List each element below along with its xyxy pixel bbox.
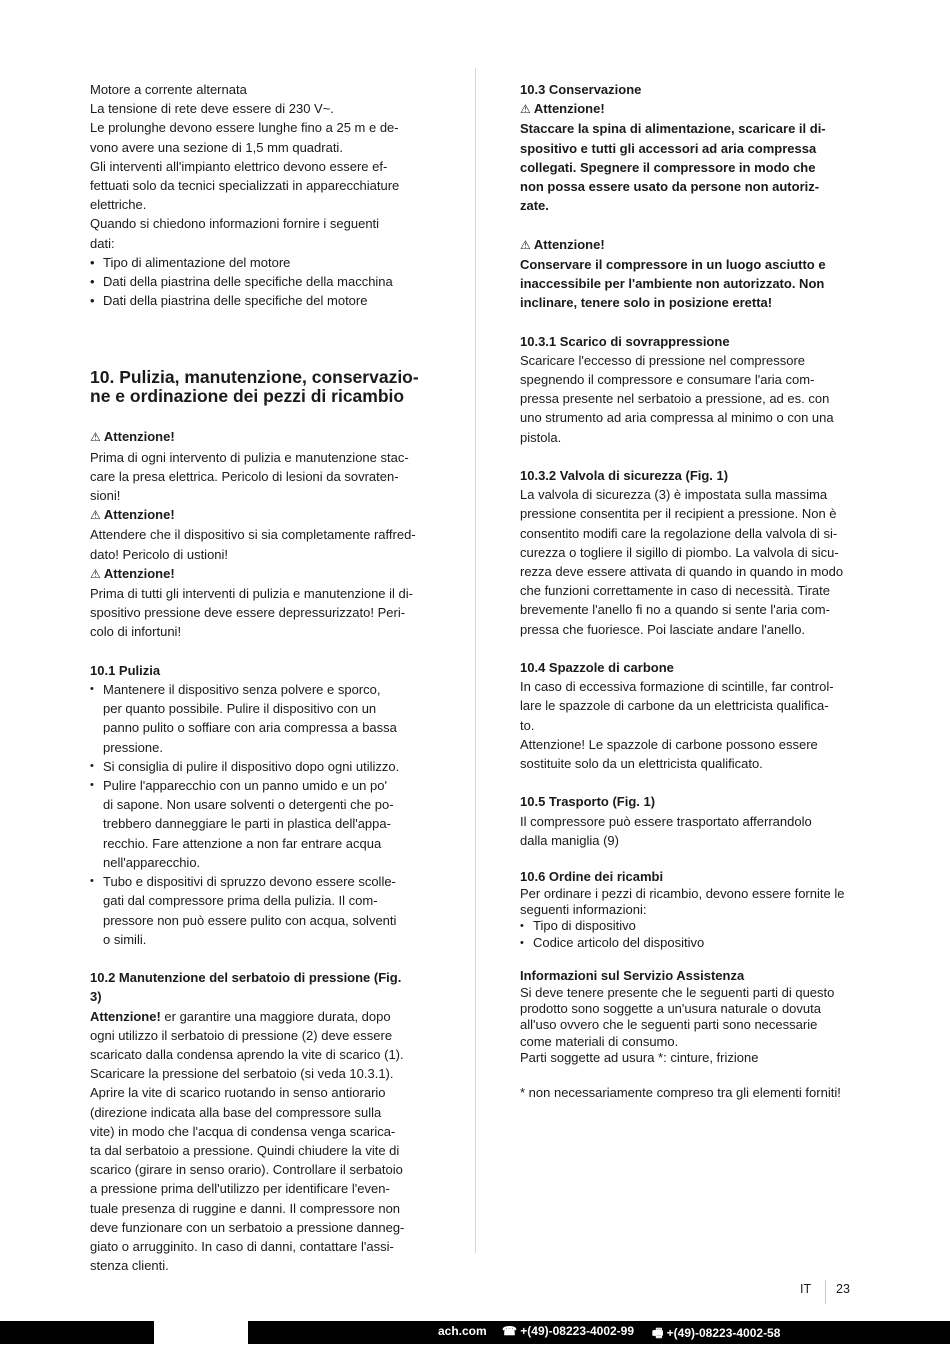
text-line: zate. — [520, 198, 549, 214]
warning-label: Attenzione! — [103, 507, 175, 523]
intro-bullet-list — [90, 253, 430, 311]
text-line: Per ordinare i pezzi di ricambio, devono essere fornite le — [520, 885, 845, 901]
chapter-title-line: 10. Pulizia, manutenzione, conservazio- — [90, 367, 419, 388]
section-10-6 — [520, 869, 860, 1101]
section-10-2 — [90, 968, 430, 1275]
text-line: come materiali di consumo. — [520, 1033, 679, 1049]
section-title: 10.3.1 Scarico di sovrappressione — [520, 333, 730, 349]
text-line: sioni! — [90, 488, 121, 504]
section-title: Informazioni sul Servizio Assistenza — [520, 968, 745, 984]
warning-block — [90, 427, 430, 505]
text-line: sostituite solo da un elettricista qualificato. — [520, 756, 763, 772]
text-line: Gli interventi all'impianto elettrico devono essere ef- — [90, 158, 388, 174]
text-line: Aprire la vite di scarico ruotando in senso antiorario — [90, 1085, 386, 1101]
text-line: pressore non può essere pulito con acqua, solventi — [103, 912, 397, 928]
text-line: dato! Pericolo di ustioni! — [90, 546, 229, 562]
text-line: pressa presente nel serbatoio a pressione, ad es. con — [520, 391, 830, 407]
text-line: spegnendo il compressore e consumare l'aria com- — [520, 372, 815, 388]
chapter-title — [90, 368, 430, 406]
list-item — [90, 757, 430, 776]
text-line: In caso di eccessiva formazione di scintille, far control- — [520, 679, 834, 695]
text-line: Mantenere il dispositivo senza polvere e sporco, — [103, 682, 381, 698]
text-line: uno strumento ad aria compressa al minimo o con una — [520, 410, 834, 426]
text-line: consentito modifi care la regolazione della valvola di si- — [520, 525, 838, 541]
text-line: Si deve tenere presente che le seguenti parti di questo — [520, 984, 835, 1000]
section-title: 3) — [90, 989, 102, 1005]
text-line: lare le spazzole di carbone da un elettricista qualifica- — [520, 698, 829, 714]
list-item: • Tipo di alimentazione del motore — [90, 253, 430, 272]
text-line: Si consiglia di pulire il dispositivo dopo ogni utilizzo. — [103, 758, 400, 774]
warning-block — [90, 564, 430, 642]
text-line: spositivo e tutti gli accessori ad aria compressa — [520, 140, 817, 156]
text-line: giato o arrugginito. In caso di danni, contattare l'assi- — [90, 1238, 394, 1254]
text-line: di sapone. Non usare solventi o detergenti che po- — [103, 797, 394, 813]
warning-triangle-icon: ⚠ — [90, 508, 101, 523]
column-divider — [475, 68, 476, 1253]
list-item — [90, 776, 430, 872]
footnote: * non necessariamente compreso tra gli elementi forniti! — [520, 1084, 841, 1100]
section-title: 10.3 Conservazione — [520, 82, 642, 97]
left-column — [90, 80, 430, 1275]
text-line: to. — [520, 717, 535, 733]
list-item — [90, 680, 430, 757]
right-column — [520, 80, 860, 1101]
warning-label: Attenzione! — [103, 565, 175, 581]
text-line: Scaricare l'eccesso di pressione nel compressore — [520, 352, 805, 368]
text-line: pressione. — [103, 739, 163, 755]
text-line: ogni utilizzo il serbatoio di pressione (2) deve essere — [90, 1027, 393, 1043]
text-line: brevemente l'anello fi no a quando si sente l'aria com- — [520, 602, 830, 618]
text-line: collegati. Spegnere il compressore in modo che — [520, 159, 816, 175]
text-line: Attenzione! Le spazzole di carbone possono essere — [520, 736, 818, 752]
section-title: 10.5 Trasporto (Fig. 1) — [520, 794, 656, 810]
text-line: pressione consentita per il recipient a pressione. Non è — [520, 506, 837, 522]
footer-website: ach.com — [438, 1324, 487, 1338]
text-line: Conservare il compressore in un luogo asciutto e — [520, 256, 826, 272]
text-line: dati: — [90, 235, 115, 251]
section-title: 10.2 Manutenzione del serbatoio di pressione (Fig. — [90, 970, 402, 986]
text-line: La valvola di sicurezza (3) è impostata sulla massima — [520, 487, 828, 503]
warning-label: Attenzione! — [103, 429, 175, 445]
service-info — [520, 968, 860, 1101]
text-line: recchio. Fare attenzione a non far entrare acqua — [103, 835, 382, 851]
warning-block — [90, 505, 430, 564]
text-line: seguenti informazioni: — [520, 902, 647, 918]
text-line: stenza clienti. — [90, 1258, 169, 1274]
text-line: inclinare, tenere solo in posizione eretta! — [520, 295, 773, 311]
warning-triangle-icon: ⚠ — [520, 237, 531, 252]
text-line: Parti soggette ad usura *: cinture, frizione — [520, 1050, 759, 1066]
text-line: ta dal serbatoio a pressione. Quindi chiudere la vite di — [90, 1142, 400, 1158]
text-line: che funzioni correttamente in caso di necessità. Tirate — [520, 583, 830, 599]
section-title: 10.3.2 Valvola di sicurezza (Fig. 1) — [520, 468, 729, 484]
text-line: vono avere una sezione di 1,5 mm quadrati. — [90, 139, 343, 155]
page-number: 23 — [836, 1282, 850, 1296]
text-line: Staccare la spina di alimentazione, scaricare il di- — [520, 121, 826, 137]
text-line: Motore a corrente alternata — [90, 82, 247, 97]
text-line: scarico (girare in senso orario). Controllare il serbatoio — [90, 1162, 403, 1178]
text-line: Quando si chiedono informazioni fornire i seguenti — [90, 216, 380, 232]
warning-label: Attenzione! — [533, 236, 605, 252]
section-10-3 — [520, 80, 860, 312]
section-10-5 — [520, 792, 860, 850]
text-line: panno pulito o soffiare con aria compressa a bassa — [103, 720, 397, 736]
text-line: Il compressore può essere trasportato afferrandolo — [520, 813, 812, 829]
text-line: Tubo e dispositivi di spruzzo devono essere scolle- — [103, 874, 396, 890]
text-line: a pressione prima dell'utilizzo per identificare l'even- — [90, 1181, 390, 1197]
warning-triangle-icon: ⚠ — [520, 102, 531, 117]
text-line: trebbero danneggiare le parti in plastica dell'appa- — [103, 816, 391, 832]
text-line: fettuati solo da tecnici specializzati in apparecchiature — [90, 178, 400, 194]
text-line: non possa essere usato da persone non autoriz- — [520, 179, 820, 195]
list-item: • Dati della piastrina delle specifiche della macchina — [90, 272, 430, 291]
text-line: scaricato dalla condensa aprendo la vite di scarico (1). — [90, 1046, 404, 1062]
text-line: Prima di ogni intervento di pulizia e manutenzione stac- — [90, 449, 409, 465]
intro-block — [90, 80, 430, 310]
text-line: deve funzionare con un serbatoio a pressione danneg- — [90, 1219, 405, 1235]
text-line: prodotto sono soggette a un'usura naturale o dovuta — [520, 1001, 821, 1017]
text-line: rezza deve essere attivata di quando in quando in modo — [520, 564, 844, 580]
text-line: tuale presenza di ruggine e danni. Il compressore non — [90, 1200, 401, 1216]
text-line: vite) in modo che l'acqua di condensa venga scarica- — [90, 1123, 396, 1139]
section-10-3-1 — [520, 332, 860, 447]
warning-triangle-icon: ⚠ — [90, 430, 101, 445]
footer-fax: 🖷 +(49)-08223-4002-58 — [652, 1326, 781, 1340]
chapter-title-line: ne e ordinazione dei pezzi di ricambio — [90, 386, 405, 407]
text-line: La tensione di rete deve essere di 230 V~. — [90, 101, 334, 117]
warning-triangle-icon: ⚠ — [90, 566, 101, 581]
list-item: • Tipo di dispositivo — [520, 918, 860, 934]
section-10-1 — [90, 661, 430, 949]
section-10-3-2 — [520, 466, 860, 639]
text-line: Scaricare la pressione del serbatoio (si veda 10.3.1). — [90, 1066, 394, 1082]
list-item — [90, 872, 430, 949]
cleaning-bullet-list — [90, 680, 430, 949]
text-line: gati dal compressore prima della pulizia. Il com- — [103, 893, 378, 909]
text-line: inaccessibile per l'ambiente non autorizzato. Non — [520, 276, 825, 292]
list-item: • Codice articolo del dispositivo — [520, 935, 860, 951]
spare-parts-bullet-list — [520, 918, 860, 951]
warning-label: Attenzione! — [90, 1008, 161, 1024]
list-item: • Dati della piastrina delle specifiche del motore — [90, 291, 430, 310]
text-line: (direzione indicata alla base del compressore sulla — [90, 1104, 382, 1120]
text-line: nell'apparecchio. — [103, 854, 201, 870]
warning-label: Attenzione! — [533, 101, 605, 117]
text-line: o simili. — [103, 931, 147, 947]
section-title: 10.4 Spazzole di carbone — [520, 660, 674, 676]
text-line: Le prolunghe devono essere lunghe fino a 25 m e de- — [90, 120, 399, 136]
text-line: colo di infortuni! — [90, 624, 182, 640]
text-line: all'uso ovvero che le seguenti parti sono necessarie — [520, 1017, 818, 1033]
language-code: IT — [800, 1282, 812, 1296]
footer-phone: ☎ +(49)-08223-4002-99 — [502, 1324, 635, 1338]
text-line: spositivo pressione deve essere depressurizzato! Peri- — [90, 605, 406, 621]
section-title: 10.6 Ordine dei ricambi — [520, 869, 664, 885]
text-line: Prima di tutti gli interventi di pulizia e manutenzione il di- — [90, 586, 413, 602]
text-line: Pulire l'apparecchio con un panno umido e un po' — [103, 778, 387, 794]
page-footer — [800, 1282, 850, 1296]
section-10-4 — [520, 658, 860, 773]
text-line: care la presa elettrica. Pericolo di lesioni da sovraten- — [90, 468, 399, 484]
text-line: pistola. — [520, 429, 562, 445]
text-line: curezza o togliere il sigillo di piombo. La valvola di sicu- — [520, 544, 839, 560]
text-line: Attendere che il dispositivo si sia completamente raffred- — [90, 527, 416, 543]
section-title: 10.1 Pulizia — [90, 662, 161, 678]
text-line: pressa che fuoriesce. Poi lasciate andare l'anello. — [520, 621, 806, 637]
text-line: dalla maniglia (9) — [520, 832, 619, 848]
text-line: per quanto possibile. Pulire il dispositivo con un — [103, 701, 377, 717]
text-line: elettriche. — [90, 197, 147, 213]
text-line: er garantire una maggiore durata, dopo — [160, 1008, 391, 1024]
footer-bar-left — [0, 1321, 154, 1344]
footer-separator — [825, 1280, 826, 1304]
